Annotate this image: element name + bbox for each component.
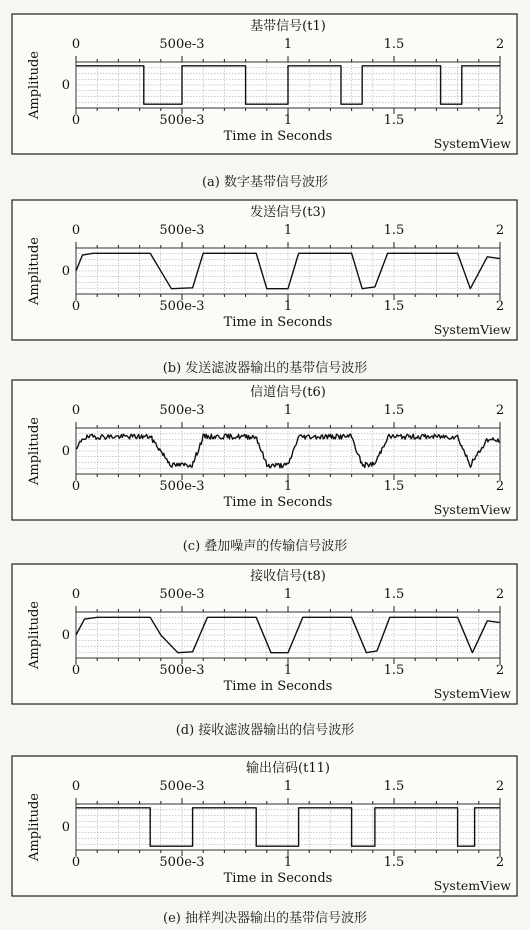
x-tick-label-top: 500e-3: [159, 403, 205, 418]
x-tick-label-top: 500e-3: [159, 223, 205, 238]
systemview-label: SystemView: [433, 878, 511, 893]
systemview-label: SystemView: [433, 136, 511, 151]
x-tick-label-bottom: 1: [283, 855, 293, 870]
x-tick-label-top: 500e-3: [159, 37, 205, 52]
x-tick-label-bottom: 0: [71, 299, 81, 314]
x-tick-label-top: 0: [71, 587, 81, 602]
x-tick-label-bottom: 500e-3: [159, 479, 205, 494]
x-tick-label-bottom: 1.5: [383, 113, 405, 128]
x-tick-label-bottom: 500e-3: [159, 299, 205, 314]
x-axis-label: Time in Seconds: [223, 129, 333, 144]
x-tick-label-bottom: 2: [495, 855, 505, 870]
caption-c: (c) 叠加噪声的传输信号波形: [182, 539, 348, 554]
x-tick-label-bottom: 1.5: [383, 855, 405, 870]
x-tick-label-top: 2: [495, 403, 505, 418]
x-tick-label-top: 1.5: [383, 37, 405, 52]
x-tick-label-bottom: 500e-3: [159, 855, 205, 870]
x-tick-label-bottom: 1.5: [383, 299, 405, 314]
panel-d: [0, 562, 530, 710]
x-tick-label-bottom: 1: [283, 299, 293, 314]
caption-a: (a) 数字基带信号波形: [201, 175, 329, 190]
x-tick-label-bottom: 0: [71, 855, 81, 870]
x-tick-label-top: 1: [283, 223, 293, 238]
x-tick-label-top: 1.5: [383, 587, 405, 602]
x-tick-label-top: 500e-3: [159, 779, 205, 794]
x-tick-label-bottom: 1: [283, 663, 293, 678]
x-axis-label: Time in Seconds: [223, 315, 333, 330]
y-tick-label: 0: [61, 78, 70, 93]
chart-title: 基带信号(t1): [250, 19, 326, 34]
caption-e: (e) 抽样判决器输出的基带信号波形: [163, 911, 367, 926]
chart-title: 发送信号(t3): [250, 205, 326, 220]
x-tick-label-top: 1.5: [383, 403, 405, 418]
y-tick-label: 0: [61, 444, 70, 459]
panel-c: [0, 378, 530, 526]
y-tick-label: 0: [61, 820, 70, 835]
x-tick-label-bottom: 1: [283, 479, 293, 494]
x-tick-label-bottom: 500e-3: [159, 113, 205, 128]
x-tick-label-top: 1: [283, 403, 293, 418]
x-tick-label-top: 500e-3: [159, 587, 205, 602]
x-axis-label: Time in Seconds: [223, 679, 333, 694]
x-tick-label-top: 1.5: [383, 223, 405, 238]
chart-title: 输出信码(t11): [246, 761, 330, 776]
x-tick-label-top: 1.5: [383, 779, 405, 794]
y-tick-label: 0: [61, 264, 70, 279]
x-tick-label-bottom: 2: [495, 113, 505, 128]
x-tick-label-top: 2: [495, 779, 505, 794]
x-tick-label-top: 2: [495, 587, 505, 602]
x-tick-label-bottom: 2: [495, 479, 505, 494]
y-axis-label: Amplitude: [27, 237, 42, 305]
caption-b: (b) 发送滤波器输出的基带信号波形: [162, 361, 368, 376]
y-axis-label: Amplitude: [27, 793, 42, 861]
panel-b: [0, 198, 530, 346]
x-tick-label-bottom: 2: [495, 299, 505, 314]
systemview-label: SystemView: [433, 322, 511, 337]
chart-title: 接收信号(t8): [250, 569, 326, 584]
panel-e: [0, 754, 530, 902]
panel-a: [0, 12, 530, 160]
x-axis-label: Time in Seconds: [223, 495, 333, 510]
y-axis-label: Amplitude: [27, 417, 42, 485]
systemview-label: SystemView: [433, 502, 511, 517]
systemview-label: SystemView: [433, 686, 511, 701]
x-tick-label-top: 2: [495, 223, 505, 238]
y-axis-label: Amplitude: [27, 51, 42, 119]
x-tick-label-top: 0: [71, 37, 81, 52]
x-axis-label: Time in Seconds: [223, 871, 333, 886]
y-axis-label: Amplitude: [27, 601, 42, 669]
x-tick-label-bottom: 1: [283, 113, 293, 128]
x-tick-label-top: 0: [71, 779, 81, 794]
x-tick-label-top: 1: [283, 779, 293, 794]
x-tick-label-bottom: 0: [71, 113, 81, 128]
x-tick-label-bottom: 2: [495, 663, 505, 678]
x-tick-label-top: 1: [283, 37, 293, 52]
x-tick-label-top: 1: [283, 587, 293, 602]
x-tick-label-bottom: 0: [71, 479, 81, 494]
x-tick-label-bottom: 0: [71, 663, 81, 678]
y-tick-label: 0: [61, 628, 70, 643]
caption-d: (d) 接收滤波器输出的信号波形: [175, 723, 355, 738]
chart-title: 信道信号(t6): [250, 385, 326, 400]
x-tick-label-top: 0: [71, 223, 81, 238]
x-tick-label-bottom: 500e-3: [159, 663, 205, 678]
x-tick-label-bottom: 1.5: [383, 479, 405, 494]
x-tick-label-bottom: 1.5: [383, 663, 405, 678]
x-tick-label-top: 2: [495, 37, 505, 52]
x-tick-label-top: 0: [71, 403, 81, 418]
